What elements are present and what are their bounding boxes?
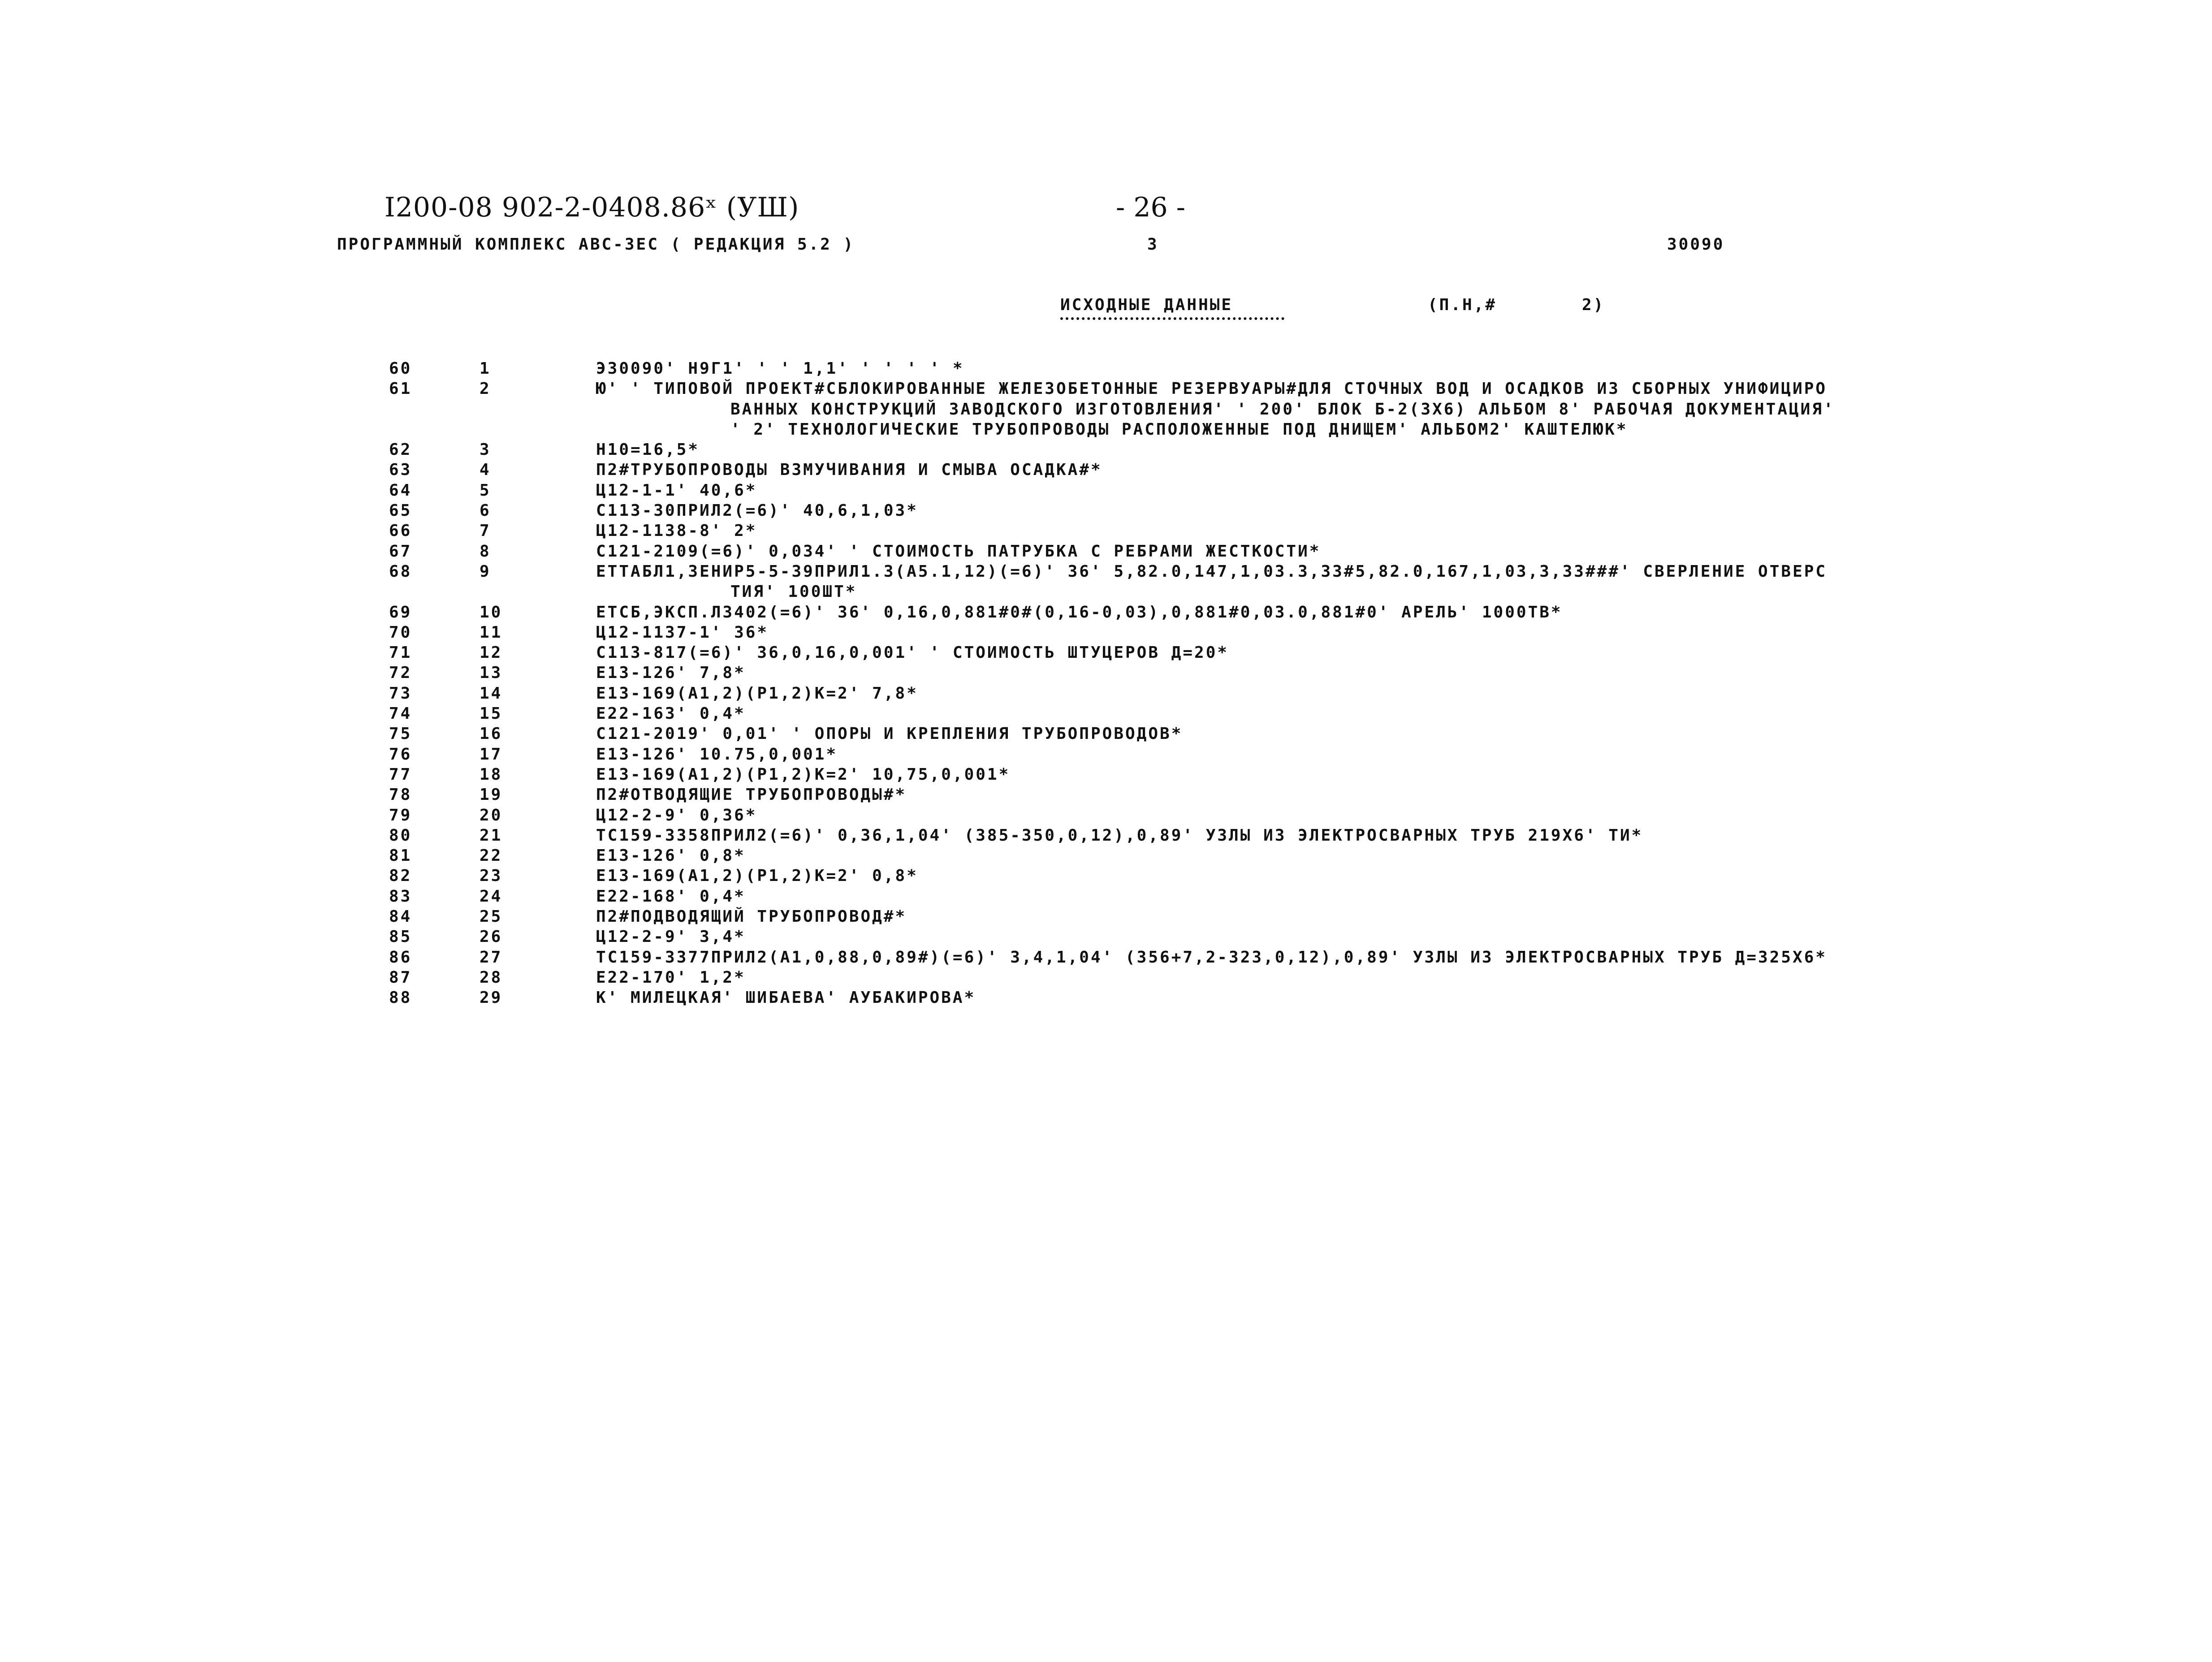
record-text-line: П2#ТРУБОПРОВОДЫ ВЗМУЧИВАНИЯ И СМЫВА ОСАДКА#* — [596, 461, 1102, 479]
line-number: 72 — [389, 664, 412, 682]
listing-row — [0, 663, 2212, 683]
record-text-line: С113-30ПРИЛ2(=6)' 40,6,1,03* — [596, 501, 918, 520]
record-text-line: Е22-170' 1,2* — [596, 968, 746, 987]
line-number: 69 — [389, 603, 412, 622]
listing-row — [0, 764, 2212, 785]
record-text-line: К' МИЛЕЦКАЯ' ШИБАЕВА' АУБАКИРОВА* — [596, 989, 976, 1007]
record-text — [596, 744, 1940, 764]
record-text-line: Е22-168' 0,4* — [596, 887, 746, 906]
line-number: 88 — [389, 989, 412, 1007]
record-text — [596, 927, 1940, 947]
record-text-line: ТИЯ' 100ШТ* — [730, 583, 857, 601]
listing-row — [0, 967, 2212, 988]
record-number: 15 — [480, 704, 503, 723]
listing-row — [0, 602, 2212, 622]
record-text-line: Э30090' Н9Г1' ' ' 1,1' ' ' ' ' * — [596, 359, 964, 378]
record-number: 12 — [480, 643, 503, 662]
listing-row — [0, 683, 2212, 704]
listing-row — [0, 440, 2212, 460]
record-number: 25 — [480, 907, 503, 926]
record-text-line: Е22-163' 0,4* — [596, 704, 746, 723]
listing-row — [0, 886, 2212, 907]
record-number: 1 — [480, 359, 491, 378]
record-text — [596, 866, 1940, 886]
record-text — [596, 825, 1940, 846]
record-text — [596, 724, 1940, 744]
record-text — [596, 683, 1940, 704]
listing-row — [0, 460, 2212, 480]
line-number: 68 — [389, 562, 412, 581]
line-number: 62 — [389, 440, 412, 459]
record-text — [596, 622, 1940, 643]
listing-row — [0, 805, 2212, 825]
line-number: 70 — [389, 623, 412, 642]
record-number: 6 — [480, 501, 491, 520]
record-text — [596, 440, 1940, 460]
listing-row — [0, 643, 2212, 663]
record-number: 9 — [480, 562, 491, 581]
listing-row — [0, 541, 2212, 561]
record-text-line: С121-2109(=6)' 0,034' ' СТОИМОСТЬ ПАТРУБКА С РЕБРАМИ ЖЕСТКОСТИ* — [596, 542, 1321, 561]
record-number: 13 — [480, 664, 503, 682]
record-text — [596, 663, 1940, 683]
record-number: 21 — [480, 826, 503, 845]
record-text — [596, 602, 1940, 622]
listing-row — [0, 846, 2212, 866]
line-number: 86 — [389, 948, 412, 967]
record-text-line: ЕТСБ,ЭКСП.Л3402(=6)' 36' 0,16,0,881#0#(0,16-0,03),0,881#0,03.0,881#0' АРЕЛЬ' 1000ТВ* — [596, 603, 1563, 622]
record-text — [596, 846, 1940, 866]
record-number: 28 — [480, 968, 503, 987]
listing-row — [0, 521, 2212, 541]
record-text-line: Е13-126' 0,8* — [596, 846, 746, 865]
listing-row — [0, 379, 2212, 440]
line-number: 80 — [389, 826, 412, 845]
listing-row — [0, 927, 2212, 947]
section-title-underline — [1060, 317, 1284, 320]
line-number: 78 — [389, 786, 412, 804]
listing-row — [0, 907, 2212, 927]
document-code: I200-08 902-2-0408.86ˣ (УШ) — [385, 192, 799, 223]
line-number: 73 — [389, 684, 412, 703]
record-number: 22 — [480, 846, 503, 865]
line-number: 75 — [389, 725, 412, 743]
line-number: 65 — [389, 501, 412, 520]
record-number: 7 — [480, 522, 491, 540]
record-text — [596, 480, 1940, 501]
record-text-line: Ц12-1-1' 40,6* — [596, 481, 757, 500]
record-text — [596, 501, 1940, 521]
listing-row — [0, 744, 2212, 764]
record-number: 14 — [480, 684, 503, 703]
line-number: 61 — [389, 380, 412, 398]
record-text-line: С113-817(=6)' 36,0,16,0,001' ' СТОИМОСТЬ ШТУЦЕРОВ Д=20* — [596, 643, 1229, 662]
record-text-line: Ю' ' ТИПОВОЙ ПРОЕКТ#СБЛОКИРОВАННЫЕ ЖЕЛЕЗОБЕТОННЫЕ РЕЗЕРВУАРЫ#ДЛЯ СТОЧНЫХ ВОД И ОСАДКОВ ИЗ СБОРНЫХ УНИФИЦИРО — [596, 380, 1827, 398]
record-number: 18 — [480, 765, 503, 784]
record-text-line: ' 2' ТЕХНОЛОГИЧЕСКИЕ ТРУБОПРОВОДЫ РАСПОЛОЖЕННЫЕ ПОД ДНИЩЕМ' АЛЬБОМ2' КАШТЕЛЮК* — [730, 420, 1628, 439]
record-text-line: Ц12-1137-1' 36* — [596, 623, 769, 642]
line-number: 82 — [389, 867, 412, 885]
record-number: 16 — [480, 725, 503, 743]
program-code: 30090 — [1667, 235, 1725, 254]
listing-row — [0, 561, 2212, 602]
record-text — [596, 907, 1940, 927]
record-number: 10 — [480, 603, 503, 622]
page-number: - 26 - — [1116, 192, 1186, 223]
record-text — [596, 379, 1940, 440]
line-number: 74 — [389, 704, 412, 723]
record-text-line: Е13-169(А1,2)(Р1,2)К=2' 7,8* — [596, 684, 918, 703]
record-number: 5 — [480, 481, 491, 500]
data-listing — [0, 358, 2212, 1008]
record-number: 23 — [480, 867, 503, 885]
line-number: 83 — [389, 887, 412, 906]
record-number: 11 — [480, 623, 503, 642]
listing-row — [0, 947, 2212, 967]
line-number: 84 — [389, 907, 412, 926]
program-number: 3 — [1147, 235, 1159, 254]
record-text-line: Ц12-1138-8' 2* — [596, 522, 757, 540]
record-text — [596, 460, 1940, 480]
record-text-line: Е13-126' 10.75,0,001* — [596, 745, 838, 764]
record-number: 8 — [480, 542, 491, 561]
record-text-line: Ц12-2-9' 3,4* — [596, 928, 746, 946]
record-text-line: П2#ОТВОДЯЩИЕ ТРУБОПРОВОДЫ#* — [596, 786, 907, 804]
line-number: 71 — [389, 643, 412, 662]
listing-row — [0, 785, 2212, 805]
program-title: ПРОГРАММНЫЙ КОМПЛЕКС АВС-ЗЕС ( РЕДАКЦИЯ 5.2 ) — [337, 235, 855, 254]
line-number: 64 — [389, 481, 412, 500]
line-number: 67 — [389, 542, 412, 561]
section-ref-value: 2) — [1582, 296, 1605, 314]
line-number: 77 — [389, 765, 412, 784]
record-text-line: ТС159-3377ПРИЛ2(А1,0,88,0,89#)(=6)' 3,4,1,04' (356+7,2-323,0,12),0,89' УЗЛЫ ИЗ ЭЛЕКТРОСВАРНЫХ ТРУБ Д=325Х6* — [596, 948, 1827, 967]
record-number: 2 — [480, 380, 491, 398]
record-text — [596, 785, 1940, 805]
listing-row — [0, 866, 2212, 886]
section-ref-label: (П.Н,# — [1428, 296, 1497, 314]
record-number: 19 — [480, 786, 503, 804]
record-text-line: Е13-169(А1,2)(Р1,2)К=2' 0,8* — [596, 867, 918, 885]
record-number: 4 — [480, 461, 491, 479]
listing-row — [0, 622, 2212, 643]
record-text-line: ЕТТАБЛ1,3ЕНИР5-5-39ПРИЛ1.3(А5.1,12)(=6)' 36' 5,82.0,147,1,03.3,33#5,82.0,167,1,03,3,33###' СВЕРЛЕНИЕ ОТВЕРС — [596, 562, 1827, 581]
line-number: 87 — [389, 968, 412, 987]
listing-row — [0, 988, 2212, 1008]
record-text — [596, 886, 1940, 907]
record-number: 26 — [480, 928, 503, 946]
record-number: 29 — [480, 989, 503, 1007]
record-text — [596, 643, 1940, 663]
record-text-line: С121-2019' 0,01' ' ОПОРЫ И КРЕПЛЕНИЯ ТРУБОПРОВОДОВ* — [596, 725, 1183, 743]
line-number: 60 — [389, 359, 412, 378]
listing-row — [0, 501, 2212, 521]
record-number: 24 — [480, 887, 503, 906]
record-number: 20 — [480, 806, 503, 825]
record-text — [596, 521, 1940, 541]
record-text — [596, 947, 1940, 967]
record-number: 17 — [480, 745, 503, 764]
line-number: 85 — [389, 928, 412, 946]
record-text-line: Е13-126' 7,8* — [596, 664, 746, 682]
record-text-line: П2#ПОДВОДЯЩИЙ ТРУБОПРОВОД#* — [596, 907, 907, 926]
section-title: ИСХОДНЫЕ ДАННЫЕ — [1060, 296, 1233, 314]
line-number: 63 — [389, 461, 412, 479]
listing-row — [0, 724, 2212, 744]
listing-row — [0, 704, 2212, 724]
record-text — [596, 988, 1940, 1008]
listing-row — [0, 825, 2212, 846]
record-text — [596, 541, 1940, 561]
record-text — [596, 764, 1940, 785]
listing-row — [0, 358, 2212, 379]
record-text — [596, 704, 1940, 724]
record-text-line: Н10=16,5* — [596, 440, 700, 459]
line-number: 79 — [389, 806, 412, 825]
line-number: 76 — [389, 745, 412, 764]
record-text-line: ВАННЫХ КОНСТРУКЦИЙ ЗАВОДСКОГО ИЗГОТОВЛЕНИЯ' ' 200' БЛОК Б-2(3Х6) АЛЬБОМ 8' РАБОЧАЯ ДОКУМЕНТАЦИЯ' — [730, 400, 1835, 419]
record-text-line: Ц12-2-9' 0,36* — [596, 806, 757, 825]
line-number: 66 — [389, 522, 412, 540]
record-text — [596, 358, 1940, 379]
record-text-line: Е13-169(А1,2)(Р1,2)К=2' 10,75,0,001* — [596, 765, 1011, 784]
record-text — [596, 805, 1940, 825]
record-text — [596, 561, 1940, 602]
record-number: 3 — [480, 440, 491, 459]
record-number: 27 — [480, 948, 503, 967]
line-number: 81 — [389, 846, 412, 865]
record-text-line: ТС159-3358ПРИЛ2(=6)' 0,36,1,04' (385-350,0,12),0,89' УЗЛЫ ИЗ ЭЛЕКТРОСВАРНЫХ ТРУБ 219Х6' ТИ* — [596, 826, 1643, 845]
record-text — [596, 967, 1940, 988]
listing-row — [0, 480, 2212, 501]
